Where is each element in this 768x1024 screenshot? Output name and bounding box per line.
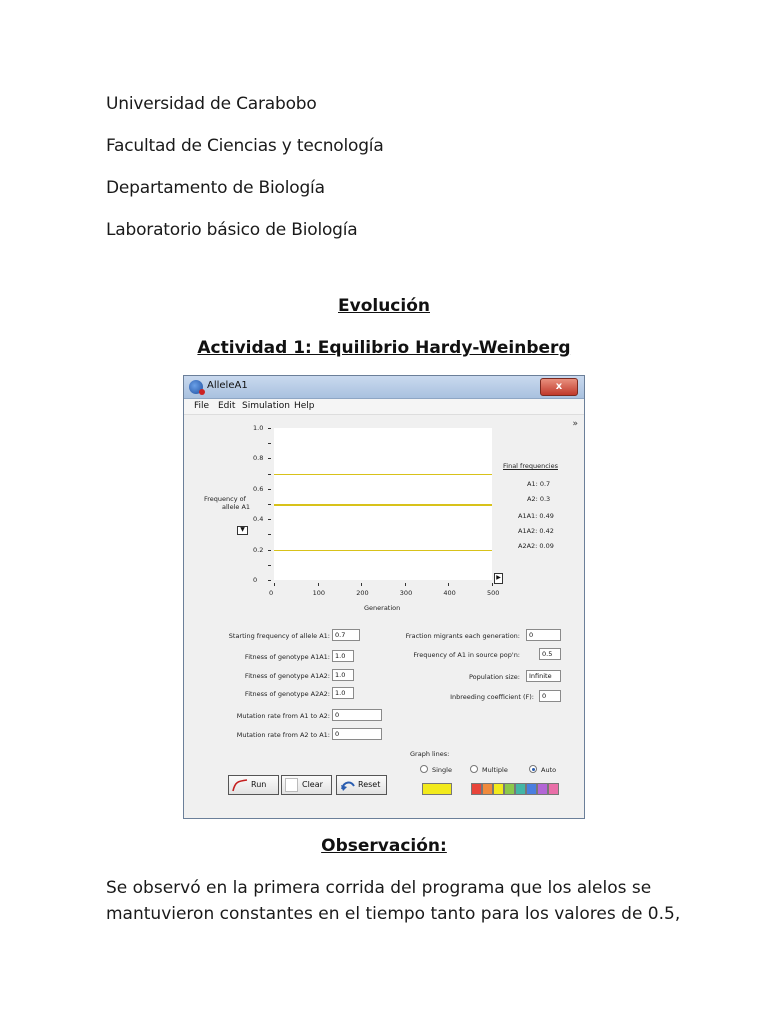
- fitness-a1a2-input[interactable]: 1.0: [332, 669, 354, 681]
- radio-single[interactable]: [420, 765, 428, 773]
- observation-title: Observación:: [321, 836, 447, 856]
- color-swatch[interactable]: [493, 783, 504, 795]
- y-tick-mark: [268, 458, 271, 459]
- close-button[interactable]: x: [540, 378, 578, 396]
- x-tick-label: 0: [269, 589, 274, 597]
- fitness-a1a2-label: Fitness of genotype A1A2:: [244, 672, 330, 680]
- clear-button[interactable]: [281, 775, 332, 795]
- final-a1a1: A1A1: 0.49: [518, 512, 554, 520]
- lab-name: Laboratorio básico de Biología: [106, 220, 358, 240]
- final-a2a2: A2A2: 0.09: [518, 542, 554, 550]
- population-size-label: Population size:: [468, 673, 520, 681]
- x-tick-label: 200: [356, 589, 369, 597]
- series-line: [274, 550, 492, 552]
- x-tick-label: 300: [399, 589, 413, 597]
- x-tick-mark: [448, 583, 449, 586]
- menu-bar: [184, 399, 584, 415]
- inbreeding-input[interactable]: 0: [539, 690, 561, 702]
- series-line: [274, 474, 492, 476]
- x-tick-mark: [405, 583, 406, 586]
- final-frequencies-title: Final frequencies: [503, 462, 558, 470]
- menu-simulation[interactable]: Simulation: [242, 401, 290, 411]
- source-frequency-input[interactable]: 0.5: [539, 648, 561, 660]
- activity-title: Actividad 1: Equilibrio Hardy-Weinberg: [197, 338, 571, 358]
- app-icon: [189, 380, 203, 394]
- y-axis-label-line1: Frequency of: [204, 495, 246, 503]
- final-a1a2: A1A2: 0.42: [518, 527, 554, 535]
- university-name: Universidad de Carabobo: [106, 94, 317, 114]
- population-size-input[interactable]: Infinite: [526, 670, 561, 682]
- migrants-input[interactable]: 0: [526, 629, 561, 641]
- y-axis-label-line2: allele A1: [222, 503, 251, 511]
- run-label: Run: [251, 780, 267, 789]
- x-tick-mark: [274, 583, 275, 586]
- radio-multiple[interactable]: [470, 765, 478, 773]
- starting-frequency-label: Starting frequency of allele A1:: [228, 632, 330, 640]
- menu-help[interactable]: Help: [294, 401, 315, 411]
- mutation-a1-a2-label: Mutation rate from A1 to A2:: [236, 712, 330, 720]
- run-button[interactable]: [228, 775, 279, 795]
- source-frequency-label: Frequency of A1 in source pop'n:: [413, 651, 520, 659]
- blank-page-icon: [285, 778, 298, 792]
- y-tick-label: 0: [253, 576, 258, 584]
- curve-icon: [232, 778, 248, 792]
- y-minor-tick: [268, 504, 271, 505]
- window-titlebar: [184, 376, 584, 399]
- menu-file[interactable]: File: [194, 401, 210, 411]
- y-tick-mark: [268, 580, 271, 581]
- series-line: [274, 504, 492, 506]
- clear-label: Clear: [302, 780, 323, 789]
- y-tick-label: 1.0: [253, 424, 264, 432]
- color-swatch[interactable]: [471, 783, 482, 795]
- radio-multiple-label: Multiple: [482, 766, 508, 774]
- fitness-a1a1-input[interactable]: 1.0: [332, 650, 354, 662]
- migrants-label: Fraction migrants each generation:: [405, 632, 520, 640]
- x-tick-label: 400: [443, 589, 456, 597]
- color-swatch[interactable]: [548, 783, 559, 795]
- department-name: Departamento de Biología: [106, 178, 325, 198]
- x-axis-label: Generation: [364, 604, 401, 612]
- faculty-name: Facultad de Ciencias y tecnología: [106, 136, 384, 156]
- final-a1: A1: 0.7: [527, 480, 551, 488]
- final-a2: A2: 0.3: [527, 495, 551, 503]
- y-tick-label: 0.6: [253, 484, 264, 493]
- observation-text: Se observó en la primera corrida del programa que los alelos se mantuvieron constantes en el tiempo tanto para los valores de 0.5,: [106, 878, 681, 924]
- mutation-a2-a1-input[interactable]: 0: [332, 728, 382, 740]
- chevron-double-down-icon[interactable]: »: [572, 419, 578, 429]
- inbreeding-label: Inbreeding coefficient (F):: [450, 693, 534, 701]
- y-minor-tick: [268, 443, 271, 444]
- document-title: Evolución: [338, 296, 430, 316]
- x-tick-mark: [318, 583, 319, 586]
- allele-simulator-window: [183, 375, 585, 819]
- y-tick-mark: [268, 519, 271, 520]
- triangle-down-icon[interactable]: ▼: [237, 526, 248, 535]
- x-tick-mark: [492, 583, 493, 586]
- y-tick-label: 0.8: [253, 454, 264, 463]
- color-swatch[interactable]: [526, 783, 537, 795]
- radio-single-label: Single: [432, 766, 452, 774]
- color-swatch[interactable]: [515, 783, 526, 795]
- y-minor-tick: [268, 474, 271, 475]
- mutation-a1-a2-input[interactable]: 0: [332, 709, 382, 721]
- reset-label: Reset: [358, 780, 381, 789]
- menu-edit[interactable]: Edit: [218, 401, 236, 411]
- graph-lines-label: Graph lines:: [410, 750, 450, 758]
- reset-arrow-icon: [340, 778, 356, 792]
- y-tick-label: 0.4: [253, 515, 264, 524]
- color-swatch[interactable]: [482, 783, 493, 795]
- reset-button[interactable]: [336, 775, 387, 795]
- radio-auto[interactable]: [529, 765, 537, 773]
- y-tick-label: 0.2: [253, 545, 264, 554]
- color-swatch[interactable]: [537, 783, 548, 795]
- triangle-right-icon[interactable]: ▶: [494, 573, 503, 584]
- starting-frequency-input[interactable]: 0.7: [332, 629, 360, 641]
- y-minor-tick: [268, 534, 271, 535]
- y-minor-tick: [268, 565, 271, 566]
- y-tick-mark: [268, 428, 271, 429]
- radio-auto-label: Auto: [541, 766, 557, 774]
- fitness-a2a2-input[interactable]: 1.0: [332, 687, 354, 699]
- y-tick-mark: [268, 489, 271, 490]
- y-tick-mark: [268, 550, 271, 551]
- x-tick-label: 500: [487, 589, 500, 597]
- x-tick-mark: [361, 583, 362, 586]
- x-tick-label: 100: [312, 589, 326, 597]
- single-color-swatch[interactable]: [422, 783, 452, 795]
- fitness-a2a2-label: Fitness of genotype A2A2:: [244, 690, 330, 698]
- fitness-a1a1-label: Fitness of genotype A1A1:: [244, 653, 330, 661]
- mutation-a2-a1-label: Mutation rate from A2 to A1:: [236, 731, 330, 739]
- window-title: AlleleA1: [207, 380, 248, 391]
- color-swatch[interactable]: [504, 783, 515, 795]
